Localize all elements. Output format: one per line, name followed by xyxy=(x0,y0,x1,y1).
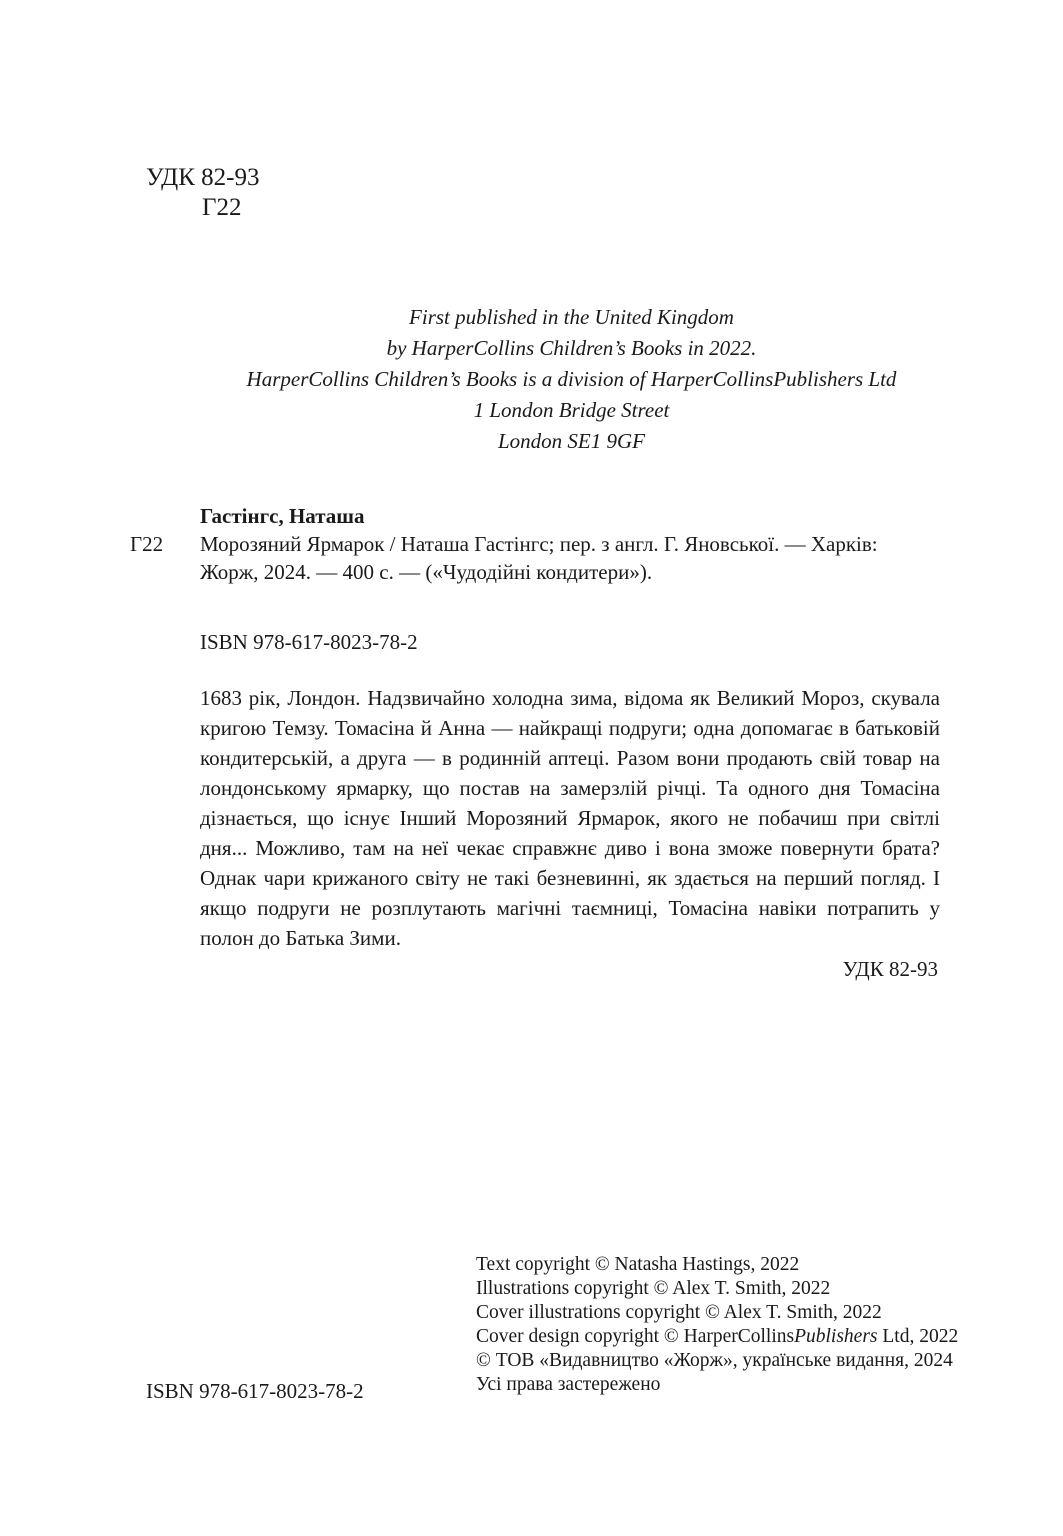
copyright-rights: Усі права застережено xyxy=(476,1374,661,1395)
udk-block xyxy=(146,163,259,223)
isbn-bottom: ISBN 978-617-8023-78-2 xyxy=(146,1379,364,1403)
annotation-text: 1683 рік, Лондон. Надзвичайно холодна зима, відома як Великий Мороз, скувала кригою Темзу. Томасіна й Анна — найкращі подруги; одна допомагає в батьковій кондитерській, а друга — в родинній аптеці. Разом вони продають свій товар на лондонському ярмарку, що постав на замерзлій річці. Та одного дня Томасіна дізнається, що існує Інший Морозяний Ярмарок, якого не побачиш при світлі дня... Можливо, там на неї чекає справжнє диво і вона зможе повернути брата? Однак чари крижаного світу не такі безневинні, як здається на перший погляд. І якщо подруги не розплутають магічні таємниці, Томасіна навіки потрапить у полон до Батька Зими. xyxy=(200,686,940,950)
first-published-line: First published in the United Kingdom xyxy=(409,305,734,329)
catalog-entry: Морозяний Ярмарок / Наташа Гастінгс; пер. з англ. Г. Яновської. — Харків: Жорж, 2024. — 400 с. — («Чудодійні кондитери»). xyxy=(200,532,878,584)
cover-design-suffix: Ltd, 2022 xyxy=(877,1326,959,1347)
copyright-text: Text copyright © Natasha Hastings, 2022 xyxy=(476,1254,800,1275)
copyright-cover-illustrations: Cover illustrations copyright © Alex T. Smith, 2022 xyxy=(476,1302,882,1323)
first-published-line: HarperCollins Children’s Books is a division of HarperCollinsPublishers Ltd xyxy=(246,367,897,391)
annotation-udk: УДК 82-93 xyxy=(842,957,938,981)
author-sign-code: Г22 xyxy=(202,194,242,221)
udk-code: УДК 82-93 xyxy=(146,164,260,191)
copyright-ua-edition: © ТОВ «Видавництво «Жорж», українське видання, 2024 xyxy=(476,1350,953,1371)
copyright-cover-design xyxy=(476,1325,1036,1349)
first-published-line: 1 London Bridge Street xyxy=(473,398,670,422)
catalog-code: Г22 xyxy=(130,532,164,556)
cover-design-italic: Publishers xyxy=(794,1326,878,1347)
first-published-block xyxy=(150,302,993,457)
catalog-author: Гастінгс, Наташа xyxy=(200,504,365,528)
first-published-line: by HarperCollins Children’s Books in 2022. xyxy=(386,336,757,360)
catalog-isbn: ISBN 978-617-8023-78-2 xyxy=(200,630,418,654)
first-published-line: London SE1 9GF xyxy=(498,429,645,453)
copyright-illustrations: Illustrations copyright © Alex T. Smith, 2022 xyxy=(476,1278,831,1299)
copyright-block xyxy=(476,1253,1036,1397)
cover-design-prefix: Cover design copyright © HarperCollins xyxy=(476,1326,795,1347)
